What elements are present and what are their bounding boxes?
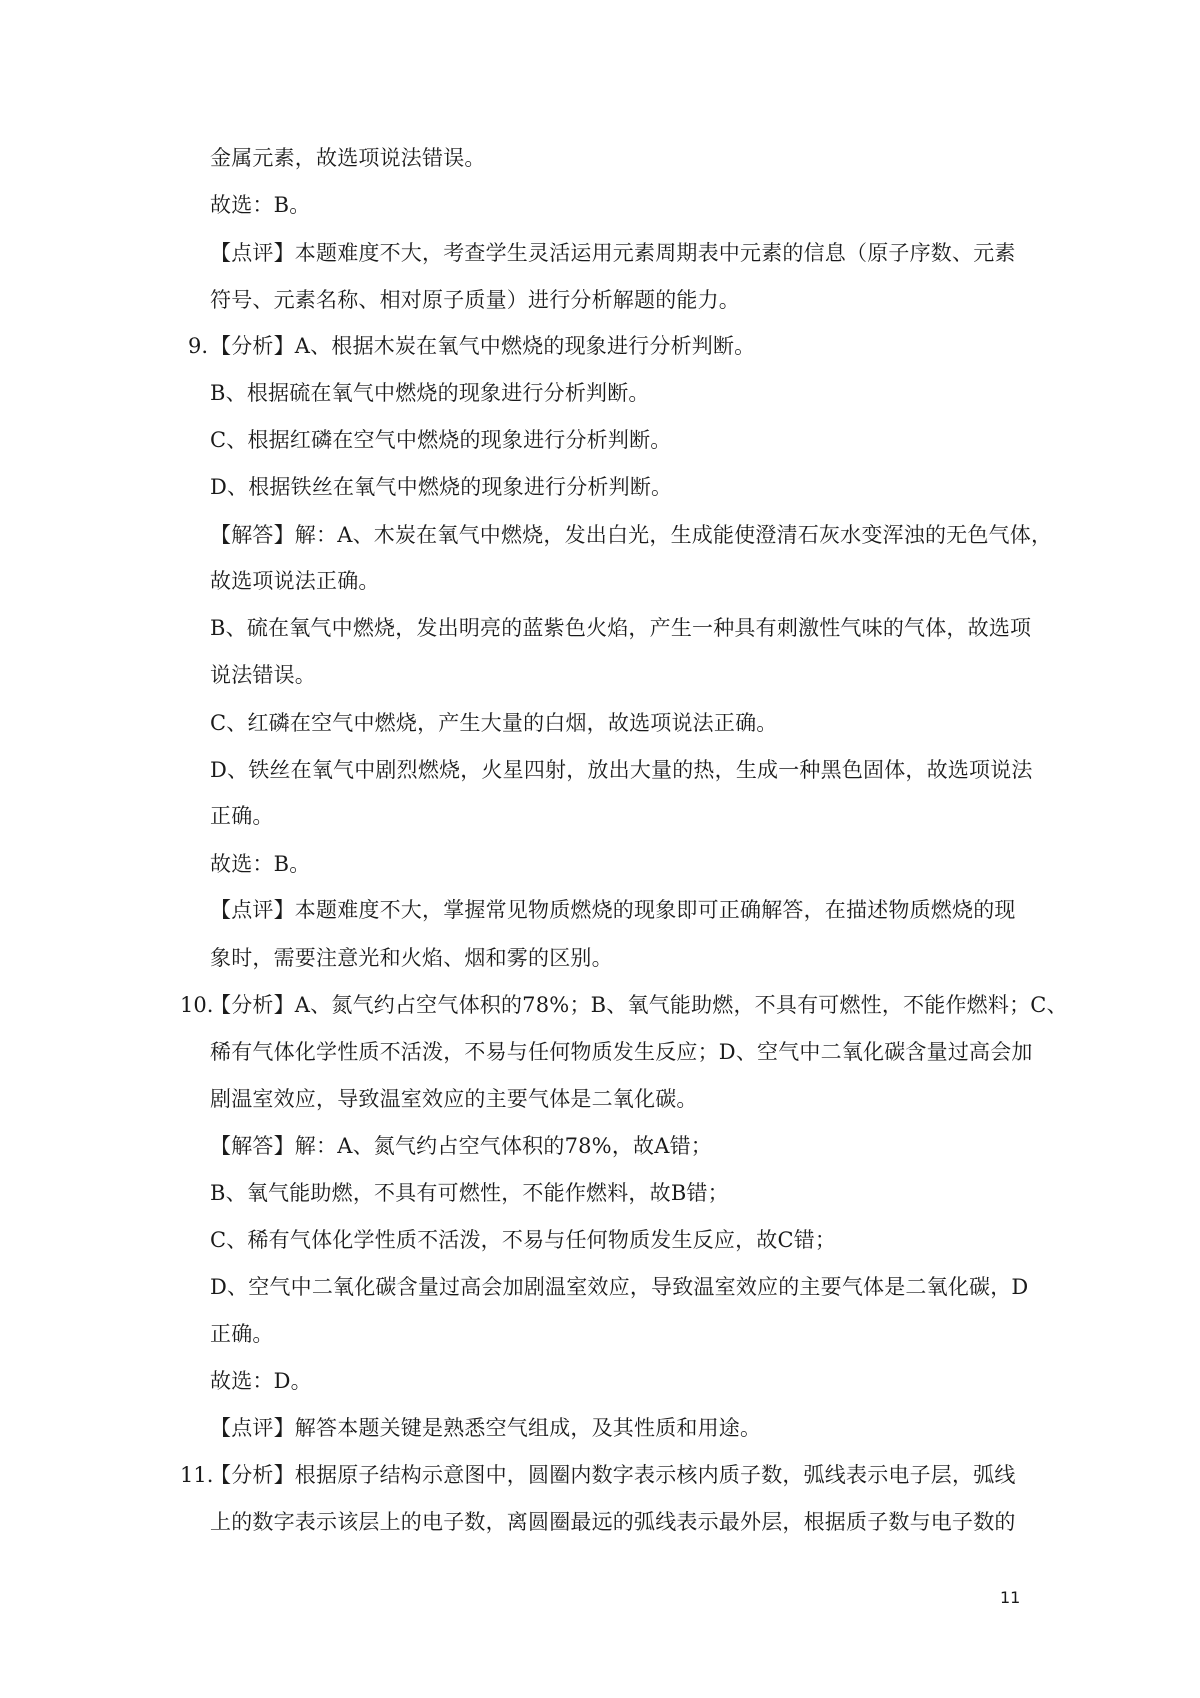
- text-line: B、氧气能助燃，不具有可燃性，不能作燃料，故B错；: [210, 1181, 729, 1205]
- text-line: 故选项说法正确。: [210, 569, 380, 593]
- text-line: 说法错误。: [210, 663, 316, 687]
- text-line: 【分析】根据原子结构示意图中，圆圈内数字表示核内质子数，弧线表示电子层，弧线: [210, 1463, 1016, 1487]
- text-line: 稀有气体化学性质不活泼，不易与任何物质发生反应；D、空气中二氧化碳含量过高会加: [210, 1040, 1033, 1064]
- text-line: 上的数字表示该层上的电子数，离圆圈最远的弧线表示最外层，根据质子数与电子数的: [210, 1510, 1016, 1534]
- text-line: D、空气中二氧化碳含量过高会加剧温室效应，导致温室效应的主要气体是二氧化碳，D: [210, 1275, 1029, 1299]
- text-line: 故选：B。: [210, 852, 311, 876]
- text-line: 【解答】解：A、木炭在氧气中燃烧，发出白光，生成能使澄清石灰水变浑浊的无色气体，: [210, 523, 1053, 547]
- text-line: 【分析】A、氮气约占空气体积的78%；B、氧气能助燃，不具有可燃性，不能作燃料；C、: [210, 993, 1068, 1017]
- text-line: 金属元素，故选项说法错误。: [210, 146, 486, 170]
- text-line: 符号、元素名称、相对原子质量）进行分析解题的能力。: [210, 288, 740, 312]
- question-number: 10.: [180, 993, 214, 1017]
- text-line: 正确。: [210, 804, 274, 828]
- text-line: 【解答】解：A、氮气约占空气体积的78%，故A错；: [210, 1134, 713, 1158]
- text-line: 剧温室效应，导致温室效应的主要气体是二氧化碳。: [210, 1087, 698, 1111]
- text-line: B、硫在氧气中燃烧，发出明亮的蓝紫色火焰，产生一种具有刺激性气味的气体，故选项: [210, 616, 1032, 640]
- text-line: 【点评】本题难度不大，掌握常见物质燃烧的现象即可正确解答，在描述物质燃烧的现: [210, 898, 1016, 922]
- text-line: D、根据铁丝在氧气中燃烧的现象进行分析判断。: [210, 475, 673, 499]
- text-line: 故选：B。: [210, 193, 311, 217]
- text-line: C、红磷在空气中燃烧，产生大量的白烟，故选项说法正确。: [210, 711, 778, 735]
- text-line: B、根据硫在氧气中燃烧的现象进行分析判断。: [210, 381, 650, 405]
- text-line: 正确。: [210, 1322, 274, 1346]
- question-number: 11.: [180, 1463, 214, 1487]
- text-line: 【分析】A、根据木炭在氧气中燃烧的现象进行分析判断。: [210, 334, 756, 358]
- text-line: C、稀有气体化学性质不活泼，不易与任何物质发生反应，故C错；: [210, 1228, 837, 1252]
- text-line: 【点评】解答本题关键是熟悉空气组成，及其性质和用途。: [210, 1416, 762, 1440]
- question-number: 9.: [188, 334, 209, 358]
- text-line: 故选：D。: [210, 1369, 312, 1393]
- page-number: 11: [1000, 1588, 1021, 1607]
- text-line: D、铁丝在氧气中剧烈燃烧，火星四射，放出大量的热，生成一种黑色固体，故选项说法: [210, 758, 1033, 782]
- text-line: 象时，需要注意光和火焰、烟和雾的区别。: [210, 946, 613, 970]
- text-line: 【点评】本题难度不大，考查学生灵活运用元素周期表中元素的信息（原子序数、元素: [210, 241, 1016, 265]
- text-line: C、根据红磷在空气中燃烧的现象进行分析判断。: [210, 428, 672, 452]
